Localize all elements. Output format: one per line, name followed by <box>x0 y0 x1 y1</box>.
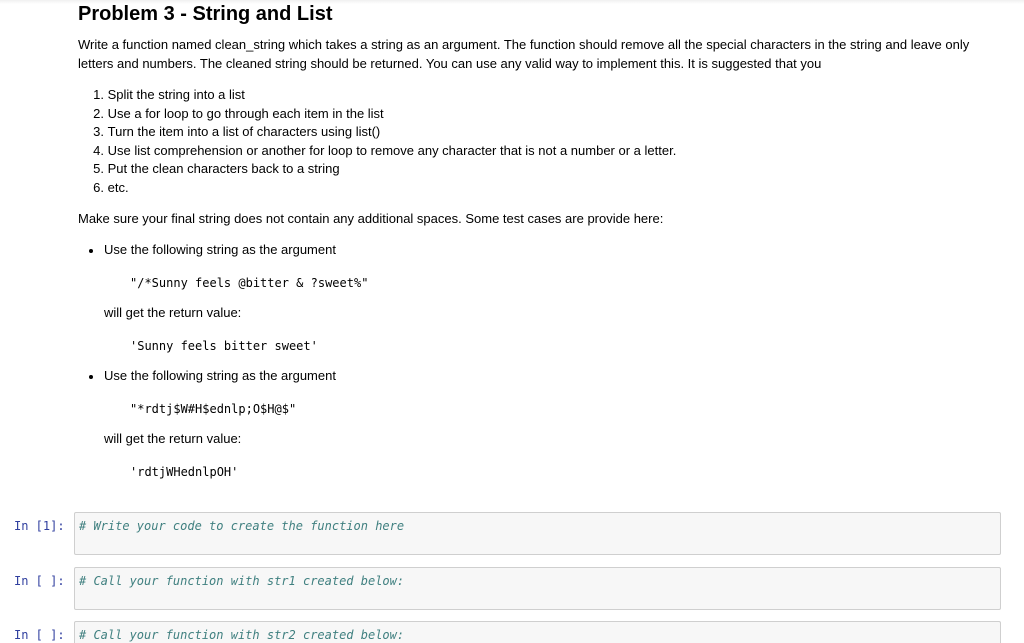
step-text: etc. <box>107 179 129 195</box>
case-1-return-label: will get the return value: <box>104 305 242 320</box>
intro-line-1: Write a function named clean_string which takes a string as an argument. The function should remove all the special characters in the string and leave only <box>78 37 970 52</box>
step-number: 1. <box>93 87 104 102</box>
step-number: 6. <box>93 179 104 195</box>
cell-2-prompt: In [ ]: <box>14 574 65 588</box>
step-number: 3. <box>93 124 104 139</box>
step-number: 2. <box>93 105 104 121</box>
code-cell-3-input[interactable] <box>74 621 1001 643</box>
step-item <box>78 179 676 198</box>
problem-intro <box>78 36 998 73</box>
step-item <box>78 142 676 161</box>
case-1-bullet-text: Use the following string as the argument <box>104 242 336 257</box>
bullet-icon <box>88 375 94 381</box>
case-2-return-label: will get the return value: <box>104 431 242 446</box>
case-1-argument: "/*Sunny feels @bitter & ?sweet%" <box>130 276 369 290</box>
step-item <box>78 160 676 179</box>
case-2-argument: "*rdtj$W#H$ednlp;O$H@$" <box>130 402 297 416</box>
step-item <box>78 86 676 105</box>
step-text: Use list comprehension or another for loop to remove any character that is not a number or a letter. <box>107 142 677 158</box>
step-number: 4. <box>93 142 104 158</box>
cell-1-prompt: In [1]: <box>14 519 65 533</box>
case-1-return-value: 'Sunny feels bitter sweet' <box>130 339 318 353</box>
step-text: Split the string into a list <box>107 87 245 102</box>
intro-line-2: letters and numbers. The cleaned string should be returned. You can use any valid way to implement this. It is suggested that you <box>78 55 822 71</box>
case-2-return-value: 'rdtjWHednlpOH' <box>130 465 239 479</box>
step-item <box>78 123 676 142</box>
step-text: Put the clean characters back to a string <box>107 161 340 176</box>
cell-3-prompt: In [ ]: <box>14 628 65 642</box>
bullet-icon <box>88 249 94 255</box>
problem-title: Problem 3 - String and List <box>78 3 333 25</box>
code-cell-1-input[interactable] <box>74 512 1001 555</box>
steps-list <box>78 86 676 197</box>
case-2-bullet-text: Use the following string as the argument <box>104 368 336 383</box>
test-cases-note: Make sure your final string does not contain any additional spaces. Some test cases are provide here: <box>78 211 664 226</box>
cell-2-code[interactable]: # Call your function with str1 created below: <box>79 574 405 588</box>
code-cell-2-input[interactable] <box>74 567 1001 610</box>
step-text: Turn the item into a list of characters using list() <box>107 124 381 139</box>
cell-1-code[interactable]: # Write your code to create the function here <box>79 519 405 533</box>
step-text: Use a for loop to go through each item in the list <box>107 105 384 121</box>
step-item <box>78 105 676 124</box>
cell-3-code[interactable]: # Call your function with str2 created below: <box>79 628 405 642</box>
step-number: 5. <box>93 161 104 176</box>
